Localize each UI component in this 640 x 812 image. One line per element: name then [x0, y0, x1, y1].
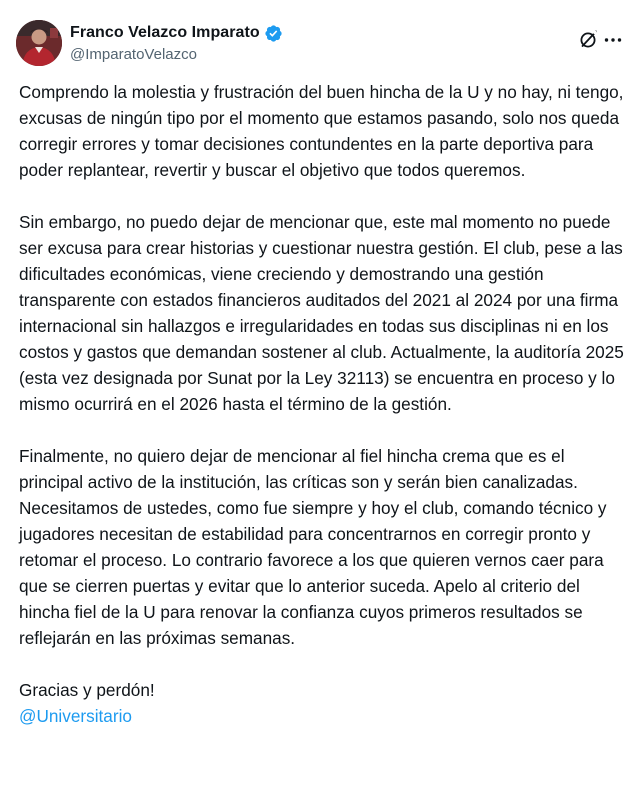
more-options-icon[interactable]: [602, 28, 624, 50]
author-avatar[interactable]: [16, 20, 62, 66]
author-display-name[interactable]: Franco Velazco Imparato: [70, 24, 260, 41]
name-row: [70, 22, 283, 44]
tweet-text: [19, 79, 625, 729]
grok-icon[interactable]: [578, 28, 600, 50]
tweet-paragraph-2: Sin embargo, no puedo dejar de mencionar que, este mal momento no puede ser excusa para crear historias y cuestionar nuestra gestión. El club, pese a las dificultades económicas, viene creciendo y demostrando una gestión transparente con estados financieros auditados del 2021 al 2024 por una firma internacional sin hallazgos e irregularidades en todas sus disciplinas ni en los costos y gastos que demandan sostener al club. Actualmente, la auditoría 2025 (esta vez designada por Sunat por la Ley 32113) se encuentra en proceso y lo mismo ocurrirá en el 2026 hasta el término de la gestión.: [19, 212, 624, 414]
profile-photo: [16, 20, 62, 66]
tweet-header: [16, 18, 624, 68]
author-names: [70, 22, 283, 63]
mention-link[interactable]: @Universitario: [19, 706, 132, 726]
tweet-paragraph-4: Gracias y perdón!: [19, 680, 155, 700]
tweet-paragraph-1: Comprendo la molestia y frustración del buen hincha de la U y no hay, ni tengo, excusas de ningún tipo por el momento que estamos pasando, solo nos queda corregir errores y tomar decisiones contundentes en la parte deportiva para poder replantear, revertir y buscar el objetivo que todos queremos.: [19, 82, 624, 180]
tweet-paragraph-3: Finalmente, no quiero dejar de mencionar al fiel hincha crema que es el principal activo de la institución, las críticas son y serán bien canalizadas. Necesitamos de ustedes, como fue siempre y hoy el club, comando técnico y jugadores necesitan de estabilidad para concentrarnos en corregir pronto y retomar el proceso. Lo contrario favorece a los que quieren vernos caer para que se cierren puertas y evitar que lo anterior suceda. Apelo al criterio del hincha fiel de la U para renovar la confianza cuyos primeros resultados se reflejarán en las próximas semanas.: [19, 446, 607, 648]
author-handle[interactable]: @ImparatoVelazco: [70, 46, 197, 63]
verified-badge-icon: [264, 24, 283, 43]
